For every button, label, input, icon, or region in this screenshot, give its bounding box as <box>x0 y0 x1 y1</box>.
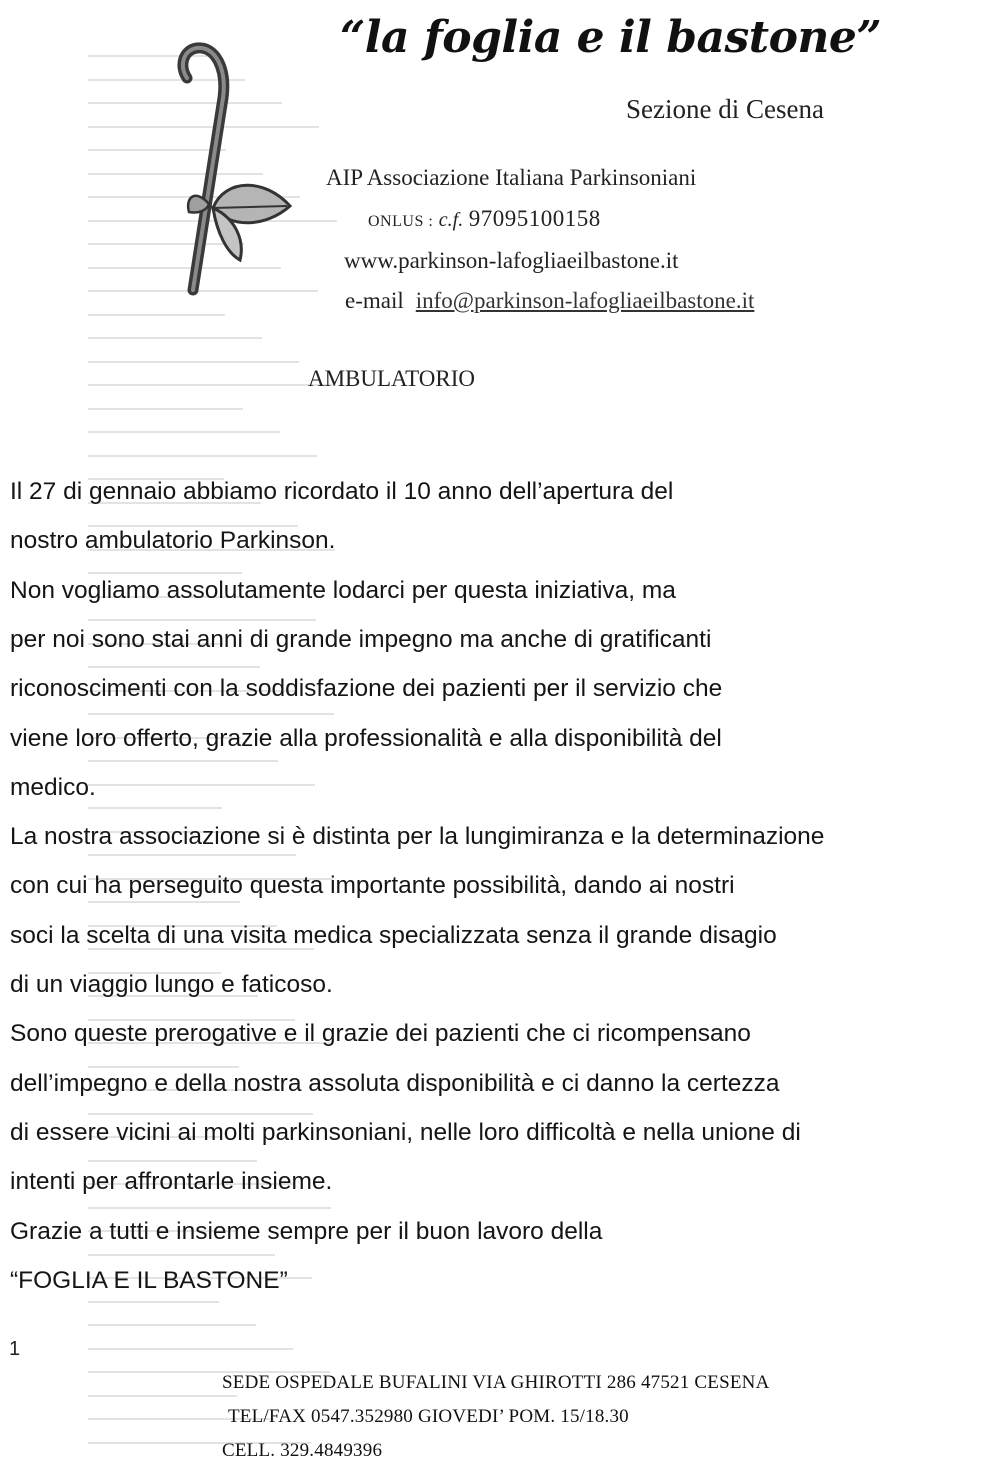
body-line: di un viaggio lungo e faticoso. <box>10 971 333 998</box>
ghost-line <box>88 854 296 856</box>
website-link[interactable]: www.parkinson-lafogliaeilbastone.it <box>344 248 679 273</box>
ghost-line <box>88 1301 219 1303</box>
body-line: nostro ambulatorio Parkinson. <box>10 527 336 555</box>
ghost-line <box>88 455 317 457</box>
footer-address: SEDE OSPEDALE BUFALINI VIA GHIROTTI 286 47521 CESENA <box>222 1372 770 1393</box>
ghost-line <box>88 760 278 762</box>
body-line: intenti per affrontarle insieme. <box>10 1168 333 1196</box>
section-subtitle: Sezione di Cesena <box>626 94 824 124</box>
ghost-line <box>88 619 316 621</box>
ghost-line <box>88 1254 275 1256</box>
ghost-line <box>88 1160 257 1162</box>
body-line: per noi sono stai anni di grande impegno ma anche di gratificanti <box>10 625 712 653</box>
footer-telfax: TEL/FAX 0547.352980 GIOVEDI’ POM. 15/18.30 <box>228 1406 629 1427</box>
body-line: Non vogliamo assolutamente lodarci per questa iniziativa, ma <box>10 576 676 604</box>
body-line: dell’impegno e della nostra assoluta disponibilità e ci danno la certezza <box>10 1069 780 1097</box>
fiscal-code-line <box>368 206 601 232</box>
ghost-line <box>88 572 242 574</box>
email-link[interactable]: info@parkinson-lafogliaeilbastone.it <box>415 288 755 313</box>
ghost-line <box>88 337 262 339</box>
body-line: La nostra associazione si è distinta per la lungimiranza e la determinazione <box>10 823 825 851</box>
association-name: AIP Associazione Italiana Parkinsoniani <box>326 165 697 190</box>
ghost-line <box>88 1113 313 1115</box>
footer-cell: CELL. 329.4849396 <box>222 1440 383 1461</box>
body-line: con cui ha perseguito questa importante possibilità, dando ai nostri <box>10 872 735 900</box>
onlus-label: ONLUS : <box>368 213 434 230</box>
ghost-line <box>88 1395 237 1397</box>
cf-number: 97095100158 <box>468 206 601 231</box>
cane-leaf-logo-icon <box>165 28 305 303</box>
ghost-line <box>88 1324 256 1326</box>
ghost-line <box>88 1207 331 1209</box>
body-line: medico. <box>10 773 96 801</box>
ghost-line <box>88 314 225 316</box>
section-title: AMBULATORIO <box>308 366 475 391</box>
page-number: 1 <box>9 1338 21 1360</box>
body-line: di essere vicini ai molti parkinsoniani, nelle loro difficoltà e nella unione di <box>10 1118 801 1146</box>
ghost-line <box>88 1066 239 1068</box>
ghost-line <box>88 1348 293 1350</box>
ghost-line <box>88 431 280 433</box>
body-line: riconoscimenti con la soddisfazione dei pazienti per il servizio che <box>10 675 723 703</box>
ghost-line <box>88 384 336 386</box>
body-line: Grazie a tutti e insieme sempre per il buon lavoro della <box>10 1217 603 1245</box>
ghost-line <box>88 807 222 809</box>
ghost-line <box>88 784 315 786</box>
email-line <box>345 288 754 314</box>
body-line: Sono queste prerogative e il grazie dei pazienti che ci ricompensano <box>10 1020 751 1048</box>
ghost-line <box>88 361 299 363</box>
body-line: Il 27 di gennaio abbiamo ricordato il 10 anno dell’apertura del <box>10 478 674 505</box>
email-label: e-mail <box>345 288 404 313</box>
ghost-line <box>88 408 243 410</box>
ghost-line <box>88 666 260 668</box>
body-line: soci la scelta di una visita medica specializzata senza il grande disagio <box>10 921 777 949</box>
body-line: “FOGLIA E IL BASTONE” <box>10 1266 288 1294</box>
association-title: “la foglia e il bastone” <box>340 12 882 63</box>
cf-label: c.f. <box>438 209 464 231</box>
ghost-line <box>88 713 334 715</box>
ghost-line <box>88 901 240 903</box>
body-line: viene loro offerto, grazie alla professionalità e alla disponibilità del <box>10 724 722 752</box>
